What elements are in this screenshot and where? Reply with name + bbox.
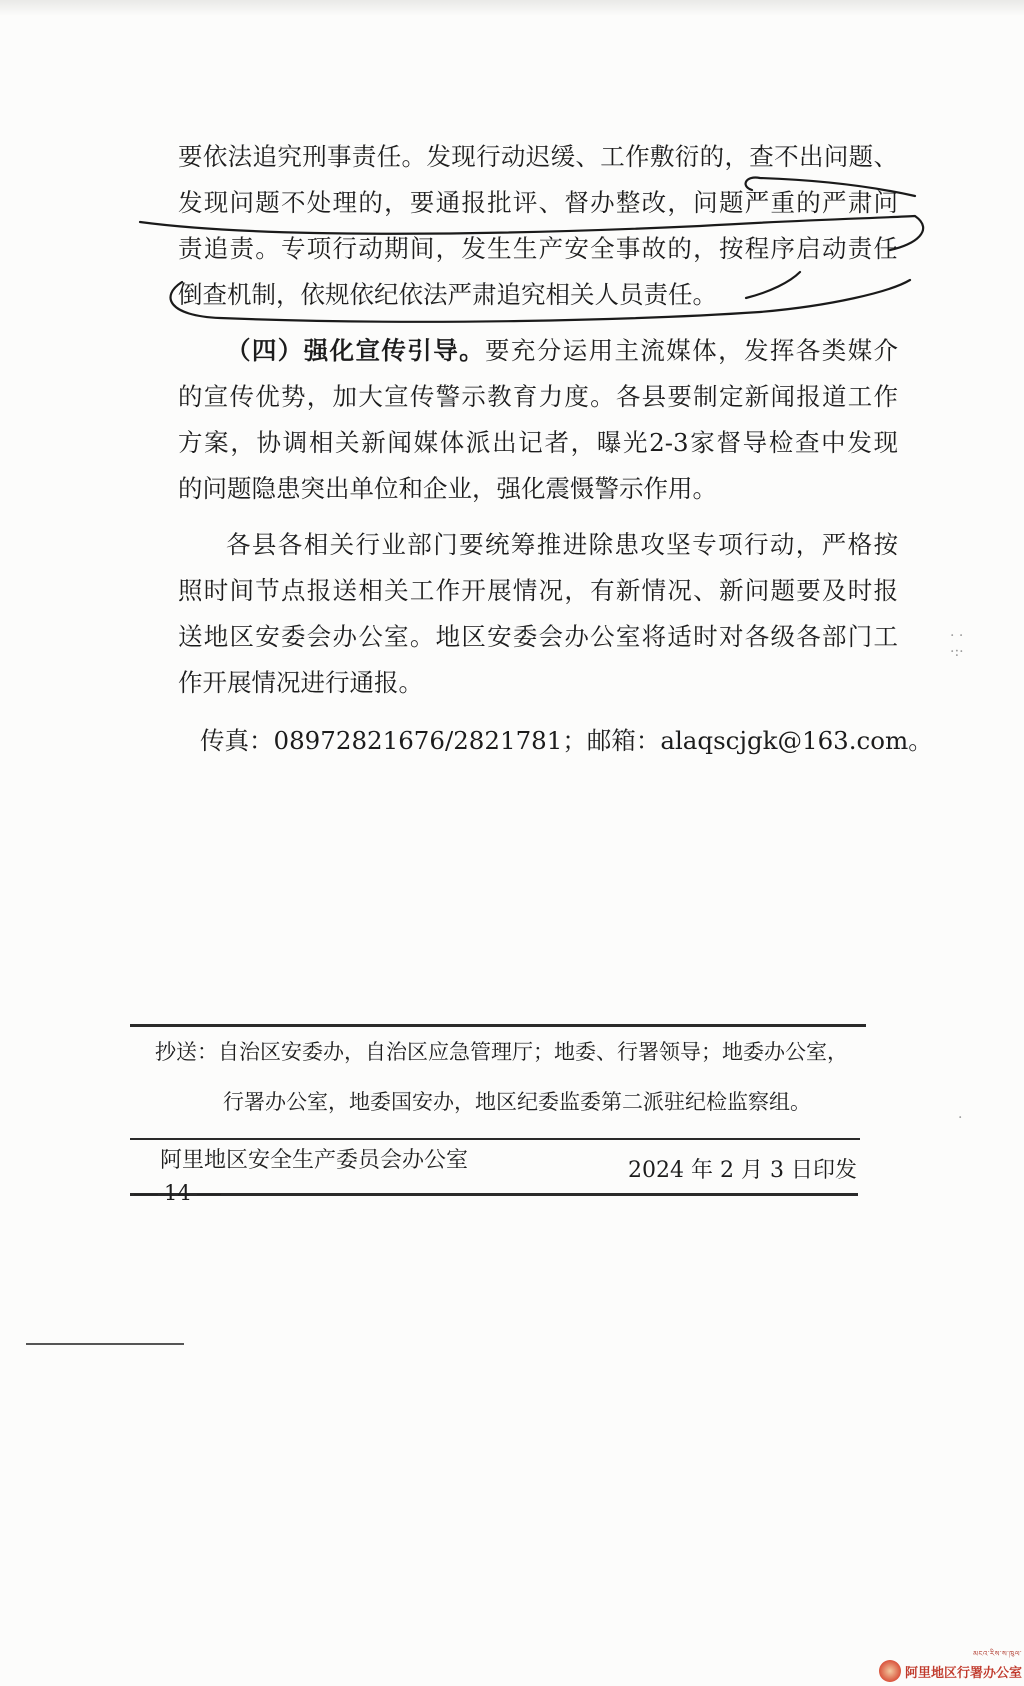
footer-bottom-rule xyxy=(130,1193,858,1196)
closing-line-4: 作开展情况进行通报。 xyxy=(178,668,423,697)
issue-date: 2024 年 2 月 3 日印发 xyxy=(628,1158,857,1183)
issuer-name: 阿里地区安全生产委员会办公室 xyxy=(160,1148,469,1173)
section4-line-2: 的宣传优势，加大宣传警示教育力度。各县要制定新闻报道工作 xyxy=(178,382,898,411)
section4-line-1: 要充分运用主流媒体，发挥各类媒介 xyxy=(485,336,898,365)
closing-line-3: 送地区安委会办公室。地区安委会办公室将适时对各级各部门工 xyxy=(178,622,898,651)
watermark-subtext: མངའ་རིས་ས་ཁུལ་ xyxy=(973,1650,1022,1658)
section4-first-line xyxy=(226,330,898,372)
section4-heading: （四）强化宣传引导。 xyxy=(226,336,485,365)
cc-label: 抄送： xyxy=(155,1040,218,1064)
body-line-4: 倒查机制，依规依纪依法严肃追究相关人员责任。 xyxy=(178,280,717,309)
scan-shadow xyxy=(0,0,1024,16)
section4-line-3: 方案，协调相关新闻媒体派出记者，曝光2-3家督导检查中发现 xyxy=(178,428,898,457)
scan-specks: · · ·:· xyxy=(950,628,964,660)
cc-recipients-1: 自治区安委办，自治区应急管理厅；地委、行署领导；地委办公室， xyxy=(218,1040,848,1064)
closing-line-1: 各县各相关行业部门要统筹推进除患攻坚专项行动，严格按 xyxy=(226,530,898,559)
scan-edge-line xyxy=(26,1343,184,1345)
closing-line-2: 照时间节点报送相关工作开展情况，有新情况、新问题要及时报 xyxy=(178,576,898,605)
body-line-2: 发现问题不处理的，要通报批评、督办整改，问题严重的严肃问 xyxy=(178,188,898,217)
footer-middle-rule xyxy=(130,1138,860,1140)
watermark-text: 阿里地区行署办公室 xyxy=(904,1666,1022,1681)
page-number xyxy=(128,1178,227,1208)
contact-line: 传真：08972821676/2821781；邮箱：alaqscjgk@163.com。 xyxy=(200,726,933,755)
emblem-icon xyxy=(879,1660,901,1682)
scan-speck: · xyxy=(958,1110,963,1126)
footer-top-rule xyxy=(130,1024,866,1027)
section4-line-4: 的问题隐患突出单位和企业，强化震慑警示作用。 xyxy=(178,474,717,503)
body-line-3: 责追责。专项行动期间，发生生产安全事故的，按程序启动责任 xyxy=(178,234,898,263)
body-line-1: 要依法追究刑事责任。发现行动迟缓、工作敷衍的，查不出问题、 xyxy=(178,142,898,171)
watermark xyxy=(879,1647,1022,1682)
page-number-value: 14 xyxy=(164,1181,191,1205)
cc-recipients-2: 行署办公室，地委国安办，地区纪委监委第二派驻纪检监察组。 xyxy=(223,1090,811,1114)
cc-line-1 xyxy=(155,1036,848,1068)
